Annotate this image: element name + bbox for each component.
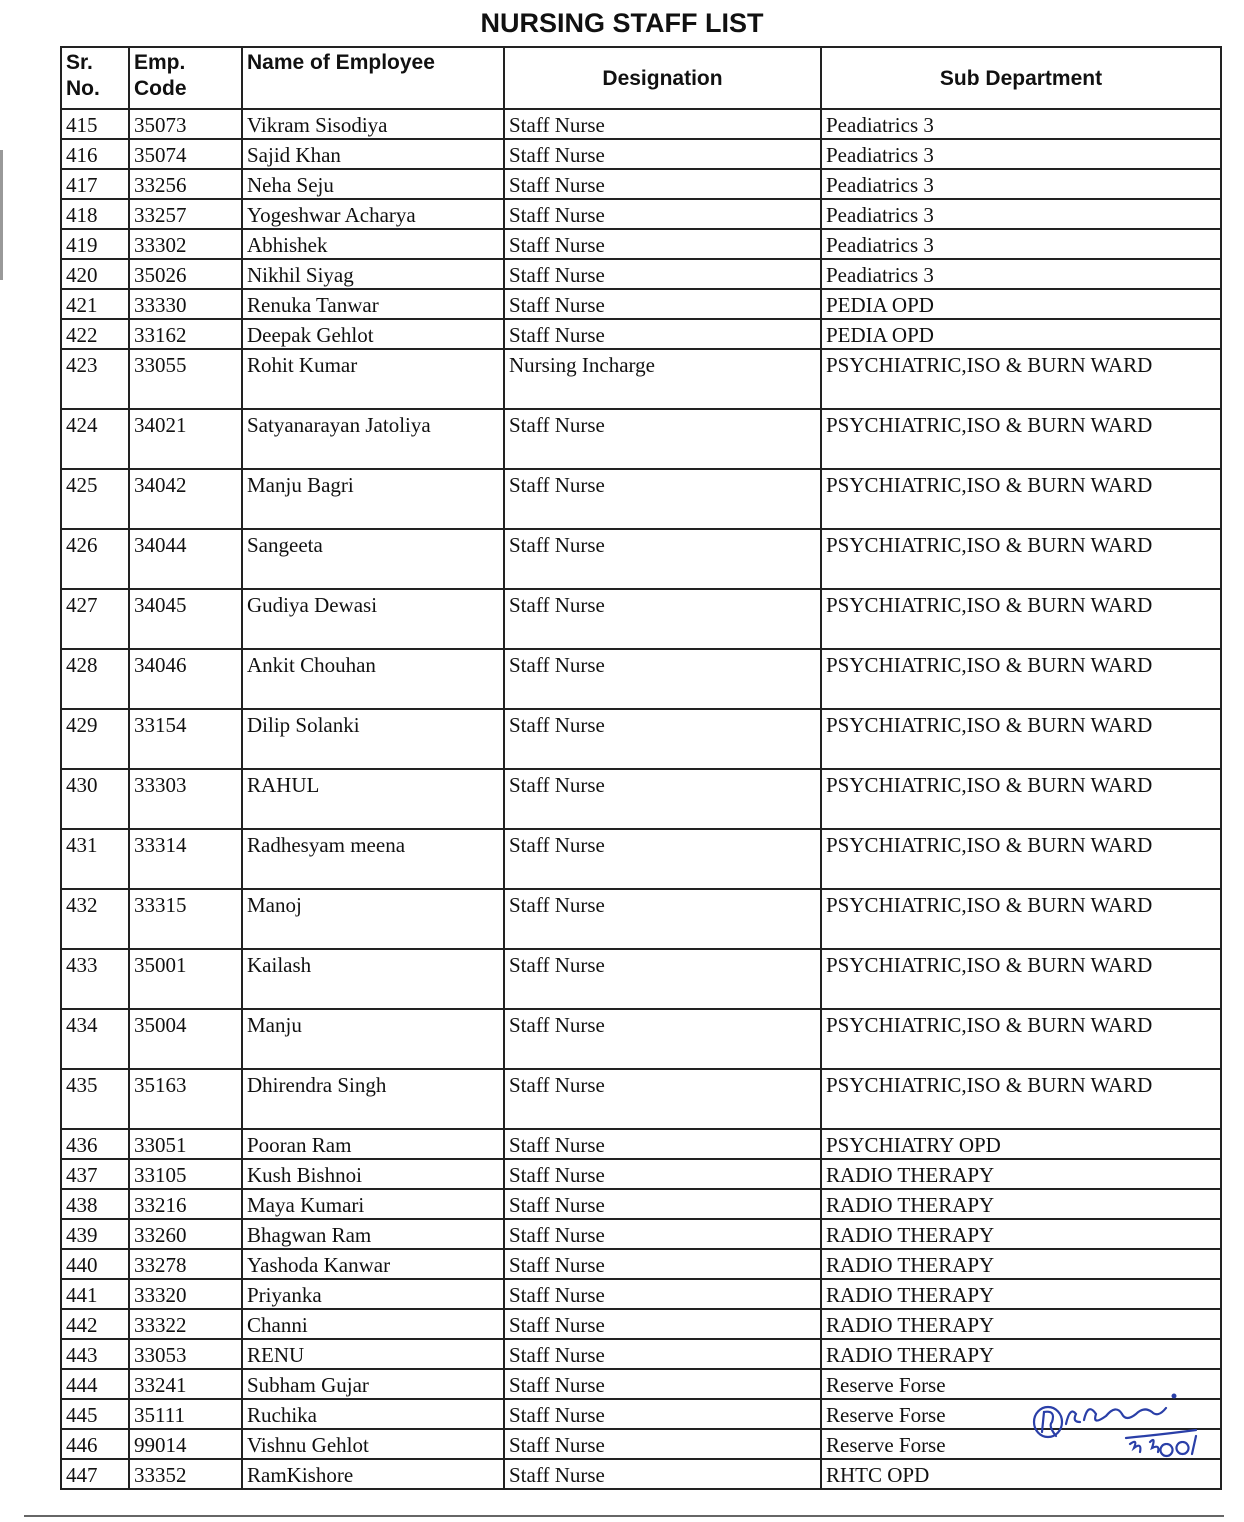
cell-emp-code: 35074 bbox=[129, 139, 242, 169]
cell-emp-code: 35004 bbox=[129, 1009, 242, 1069]
cell-sub-department: PSYCHIATRIC,ISO & BURN WARD bbox=[821, 409, 1221, 469]
header-name: Name of Employee bbox=[242, 47, 504, 109]
cell-designation: Staff Nurse bbox=[504, 469, 821, 529]
cell-employee-name: Subham Gujar bbox=[242, 1369, 504, 1399]
cell-employee-name: Rohit Kumar bbox=[242, 349, 504, 409]
cell-emp-code: 35073 bbox=[129, 109, 242, 139]
cell-designation: Staff Nurse bbox=[504, 829, 821, 889]
cell-emp-code: 35026 bbox=[129, 259, 242, 289]
table-row bbox=[61, 1219, 1221, 1249]
cell-designation: Staff Nurse bbox=[504, 589, 821, 649]
cell-emp-code: 35111 bbox=[129, 1399, 242, 1429]
cell-emp-code: 34042 bbox=[129, 469, 242, 529]
cell-designation: Staff Nurse bbox=[504, 289, 821, 319]
cell-sr-no: 443 bbox=[61, 1339, 129, 1369]
cell-emp-code: 33051 bbox=[129, 1129, 242, 1159]
cell-sr-no: 415 bbox=[61, 109, 129, 139]
cell-sr-no: 442 bbox=[61, 1309, 129, 1339]
cell-sub-department: Peadiatrics 3 bbox=[821, 139, 1221, 169]
cell-sub-department: PSYCHIATRIC,ISO & BURN WARD bbox=[821, 649, 1221, 709]
cell-employee-name: Pooran Ram bbox=[242, 1129, 504, 1159]
table-row bbox=[61, 319, 1221, 349]
cell-sr-no: 444 bbox=[61, 1369, 129, 1399]
cell-sr-no: 417 bbox=[61, 169, 129, 199]
signature-scribble bbox=[1026, 1392, 1216, 1472]
cell-designation: Staff Nurse bbox=[504, 709, 821, 769]
cell-sr-no: 423 bbox=[61, 349, 129, 409]
cell-sub-department: PSYCHIATRIC,ISO & BURN WARD bbox=[821, 709, 1221, 769]
cell-designation: Nursing Incharge bbox=[504, 349, 821, 409]
cell-emp-code: 33241 bbox=[129, 1369, 242, 1399]
cell-employee-name: Dilip Solanki bbox=[242, 709, 504, 769]
cell-sub-department: PSYCHIATRY OPD bbox=[821, 1129, 1221, 1159]
cell-emp-code: 33315 bbox=[129, 889, 242, 949]
page-title: NURSING STAFF LIST bbox=[480, 8, 764, 38]
cell-emp-code: 33256 bbox=[129, 169, 242, 199]
cell-employee-name: Nikhil Siyag bbox=[242, 259, 504, 289]
cell-designation: Staff Nurse bbox=[504, 1219, 821, 1249]
cell-employee-name: Deepak Gehlot bbox=[242, 319, 504, 349]
table-row bbox=[61, 649, 1221, 709]
cell-employee-name: Ruchika bbox=[242, 1399, 504, 1429]
table-row bbox=[61, 949, 1221, 1009]
cell-employee-name: Vikram Sisodiya bbox=[242, 109, 504, 139]
cell-sr-no: 425 bbox=[61, 469, 129, 529]
cell-designation: Staff Nurse bbox=[504, 199, 821, 229]
cell-designation: Staff Nurse bbox=[504, 1279, 821, 1309]
cell-employee-name: Sangeeta bbox=[242, 529, 504, 589]
cell-designation: Staff Nurse bbox=[504, 1009, 821, 1069]
cell-designation: Staff Nurse bbox=[504, 169, 821, 199]
cell-sr-no: 446 bbox=[61, 1429, 129, 1459]
cell-sr-no: 420 bbox=[61, 259, 129, 289]
cell-employee-name: Maya Kumari bbox=[242, 1189, 504, 1219]
table-row bbox=[61, 1189, 1221, 1219]
cell-emp-code: 34044 bbox=[129, 529, 242, 589]
header-sr-line2: No. bbox=[66, 77, 100, 100]
cell-sub-department: PEDIA OPD bbox=[821, 319, 1221, 349]
cell-employee-name: Manju Bagri bbox=[242, 469, 504, 529]
table-row bbox=[61, 409, 1221, 469]
cell-designation: Staff Nurse bbox=[504, 1339, 821, 1369]
cell-designation: Staff Nurse bbox=[504, 1069, 821, 1129]
table-row bbox=[61, 1339, 1221, 1369]
cell-sub-department: PSYCHIATRIC,ISO & BURN WARD bbox=[821, 349, 1221, 409]
cell-designation: Staff Nurse bbox=[504, 259, 821, 289]
cell-sr-no: 441 bbox=[61, 1279, 129, 1309]
cell-employee-name: Radhesyam meena bbox=[242, 829, 504, 889]
cell-employee-name: Yogeshwar Acharya bbox=[242, 199, 504, 229]
cell-sr-no: 416 bbox=[61, 139, 129, 169]
cell-sub-department: RADIO THERAPY bbox=[821, 1279, 1221, 1309]
cell-sr-no: 426 bbox=[61, 529, 129, 589]
cell-sub-department: RADIO THERAPY bbox=[821, 1189, 1221, 1219]
table-row bbox=[61, 529, 1221, 589]
table-row bbox=[61, 889, 1221, 949]
cell-sub-department: PSYCHIATRIC,ISO & BURN WARD bbox=[821, 889, 1221, 949]
cell-sub-department: Peadiatrics 3 bbox=[821, 169, 1221, 199]
cell-sub-department: PSYCHIATRIC,ISO & BURN WARD bbox=[821, 1069, 1221, 1129]
cell-employee-name: Satyanarayan Jatoliya bbox=[242, 409, 504, 469]
cell-sr-no: 436 bbox=[61, 1129, 129, 1159]
table-row bbox=[61, 109, 1221, 139]
cell-emp-code: 33162 bbox=[129, 319, 242, 349]
cell-sub-department: RADIO THERAPY bbox=[821, 1249, 1221, 1279]
cell-emp-code: 33154 bbox=[129, 709, 242, 769]
cell-designation: Staff Nurse bbox=[504, 409, 821, 469]
cell-emp-code: 34045 bbox=[129, 589, 242, 649]
cell-employee-name: Ankit Chouhan bbox=[242, 649, 504, 709]
table-row bbox=[61, 709, 1221, 769]
table-row bbox=[61, 229, 1221, 259]
cell-employee-name: Vishnu Gehlot bbox=[242, 1429, 504, 1459]
cell-sub-department: Peadiatrics 3 bbox=[821, 229, 1221, 259]
header-emp-code bbox=[129, 47, 242, 109]
cell-employee-name: Neha Seju bbox=[242, 169, 504, 199]
cell-sr-no: 421 bbox=[61, 289, 129, 319]
cell-employee-name: Sajid Khan bbox=[242, 139, 504, 169]
cell-sub-department: PSYCHIATRIC,ISO & BURN WARD bbox=[821, 589, 1221, 649]
cell-employee-name: Kush Bishnoi bbox=[242, 1159, 504, 1189]
cell-emp-code: 33322 bbox=[129, 1309, 242, 1339]
cell-emp-code: 33303 bbox=[129, 769, 242, 829]
cell-sub-department: Reserve Forse bbox=[821, 1369, 1221, 1399]
cell-designation: Staff Nurse bbox=[504, 769, 821, 829]
cell-employee-name: Yashoda Kanwar bbox=[242, 1249, 504, 1279]
table-row bbox=[61, 1009, 1221, 1069]
table-row bbox=[61, 829, 1221, 889]
cell-employee-name: Renuka Tanwar bbox=[242, 289, 504, 319]
cell-employee-name: Channi bbox=[242, 1309, 504, 1339]
cell-emp-code: 33320 bbox=[129, 1279, 242, 1309]
cell-designation: Staff Nurse bbox=[504, 139, 821, 169]
cell-employee-name: RENU bbox=[242, 1339, 504, 1369]
cell-sub-department: Peadiatrics 3 bbox=[821, 199, 1221, 229]
header-sr-line1: Sr. bbox=[66, 51, 93, 74]
table-row bbox=[61, 289, 1221, 319]
table-row bbox=[61, 1129, 1221, 1159]
cell-employee-name: Manoj bbox=[242, 889, 504, 949]
cell-emp-code: 33314 bbox=[129, 829, 242, 889]
cell-designation: Staff Nurse bbox=[504, 1129, 821, 1159]
cell-emp-code: 35163 bbox=[129, 1069, 242, 1129]
cell-emp-code: 34046 bbox=[129, 649, 242, 709]
cell-sr-no: 438 bbox=[61, 1189, 129, 1219]
cell-sr-no: 435 bbox=[61, 1069, 129, 1129]
cell-sub-department: RADIO THERAPY bbox=[821, 1309, 1221, 1339]
table-row bbox=[61, 259, 1221, 289]
cell-emp-code: 35001 bbox=[129, 949, 242, 1009]
header-sr-no bbox=[61, 47, 129, 109]
cell-employee-name: Dhirendra Singh bbox=[242, 1069, 504, 1129]
cell-designation: Staff Nurse bbox=[504, 319, 821, 349]
header-emp-line2: Code bbox=[134, 77, 187, 100]
cell-designation: Staff Nurse bbox=[504, 1369, 821, 1399]
cell-sr-no: 439 bbox=[61, 1219, 129, 1249]
table-row bbox=[61, 469, 1221, 529]
cell-sr-no: 432 bbox=[61, 889, 129, 949]
cell-designation: Staff Nurse bbox=[504, 949, 821, 1009]
table-row bbox=[61, 199, 1221, 229]
cell-emp-code: 33053 bbox=[129, 1339, 242, 1369]
cell-sr-no: 422 bbox=[61, 319, 129, 349]
cell-emp-code: 33260 bbox=[129, 1219, 242, 1249]
cell-sub-department: Reserve Forse bbox=[821, 1429, 1221, 1459]
cell-sr-no: 445 bbox=[61, 1399, 129, 1429]
cell-emp-code: 33352 bbox=[129, 1459, 242, 1489]
cell-emp-code: 33302 bbox=[129, 229, 242, 259]
cell-designation: Staff Nurse bbox=[504, 1399, 821, 1429]
cell-sr-no: 427 bbox=[61, 589, 129, 649]
cell-sr-no: 434 bbox=[61, 1009, 129, 1069]
cell-sub-department: PEDIA OPD bbox=[821, 289, 1221, 319]
cell-sub-department: RADIO THERAPY bbox=[821, 1339, 1221, 1369]
cell-employee-name: Priyanka bbox=[242, 1279, 504, 1309]
cell-designation: Staff Nurse bbox=[504, 229, 821, 259]
cell-designation: Staff Nurse bbox=[504, 1159, 821, 1189]
cell-designation: Staff Nurse bbox=[504, 1429, 821, 1459]
cell-sub-department: RADIO THERAPY bbox=[821, 1219, 1221, 1249]
cell-emp-code: 34021 bbox=[129, 409, 242, 469]
cell-sub-department: PSYCHIATRIC,ISO & BURN WARD bbox=[821, 769, 1221, 829]
cell-emp-code: 33216 bbox=[129, 1189, 242, 1219]
table-row bbox=[61, 1249, 1221, 1279]
cell-emp-code: 33257 bbox=[129, 199, 242, 229]
cell-designation: Staff Nurse bbox=[504, 109, 821, 139]
cell-emp-code: 33055 bbox=[129, 349, 242, 409]
cell-sub-department: PSYCHIATRIC,ISO & BURN WARD bbox=[821, 1009, 1221, 1069]
cell-employee-name: Manju bbox=[242, 1009, 504, 1069]
cell-designation: Staff Nurse bbox=[504, 1249, 821, 1279]
cell-emp-code: 33105 bbox=[129, 1159, 242, 1189]
staff-table bbox=[60, 46, 1222, 1490]
table-row bbox=[61, 349, 1221, 409]
cell-sub-department: RADIO THERAPY bbox=[821, 1159, 1221, 1189]
cell-sr-no: 424 bbox=[61, 409, 129, 469]
cell-designation: Staff Nurse bbox=[504, 529, 821, 589]
cell-sub-department: Peadiatrics 3 bbox=[821, 109, 1221, 139]
header-emp-line1: Emp. bbox=[134, 51, 186, 74]
cell-sub-department: Reserve Forse bbox=[821, 1399, 1221, 1429]
table-row bbox=[61, 769, 1221, 829]
table-row bbox=[61, 1279, 1221, 1309]
cell-designation: Staff Nurse bbox=[504, 889, 821, 949]
cell-employee-name: Kailash bbox=[242, 949, 504, 1009]
header-designation: Designation bbox=[504, 47, 821, 109]
table-row bbox=[61, 589, 1221, 649]
cell-sub-department: Peadiatrics 3 bbox=[821, 259, 1221, 289]
cell-sr-no: 418 bbox=[61, 199, 129, 229]
cell-sr-no: 430 bbox=[61, 769, 129, 829]
cell-sub-department: PSYCHIATRIC,ISO & BURN WARD bbox=[821, 529, 1221, 589]
cell-employee-name: Bhagwan Ram bbox=[242, 1219, 504, 1249]
header-sub-department: Sub Department bbox=[821, 47, 1221, 109]
table-row bbox=[61, 139, 1221, 169]
cell-sr-no: 440 bbox=[61, 1249, 129, 1279]
cell-sr-no: 437 bbox=[61, 1159, 129, 1189]
cell-sub-department: PSYCHIATRIC,ISO & BURN WARD bbox=[821, 829, 1221, 889]
cell-sr-no: 429 bbox=[61, 709, 129, 769]
cell-designation: Staff Nurse bbox=[504, 1459, 821, 1489]
cell-designation: Staff Nurse bbox=[504, 1309, 821, 1339]
cell-sr-no: 447 bbox=[61, 1459, 129, 1489]
cell-employee-name: Abhishek bbox=[242, 229, 504, 259]
cell-sr-no: 433 bbox=[61, 949, 129, 1009]
scan-edge-mark bbox=[0, 150, 3, 280]
cell-emp-code: 33278 bbox=[129, 1249, 242, 1279]
table-header-row bbox=[61, 47, 1221, 109]
cell-sr-no: 428 bbox=[61, 649, 129, 709]
cell-employee-name: Gudiya Dewasi bbox=[242, 589, 504, 649]
table-row bbox=[61, 1069, 1221, 1129]
table-body bbox=[61, 109, 1221, 1489]
bottom-rule bbox=[24, 1515, 1224, 1517]
table-row bbox=[61, 169, 1221, 199]
cell-sub-department: RHTC OPD bbox=[821, 1459, 1221, 1489]
table-row bbox=[61, 1309, 1221, 1339]
cell-employee-name: RAHUL bbox=[242, 769, 504, 829]
cell-sr-no: 419 bbox=[61, 229, 129, 259]
cell-designation: Staff Nurse bbox=[504, 1189, 821, 1219]
cell-employee-name: RamKishore bbox=[242, 1459, 504, 1489]
table-row bbox=[61, 1159, 1221, 1189]
cell-emp-code: 99014 bbox=[129, 1429, 242, 1459]
cell-sub-department: PSYCHIATRIC,ISO & BURN WARD bbox=[821, 949, 1221, 1009]
cell-emp-code: 33330 bbox=[129, 289, 242, 319]
cell-sub-department: PSYCHIATRIC,ISO & BURN WARD bbox=[821, 469, 1221, 529]
cell-sr-no: 431 bbox=[61, 829, 129, 889]
cell-designation: Staff Nurse bbox=[504, 649, 821, 709]
